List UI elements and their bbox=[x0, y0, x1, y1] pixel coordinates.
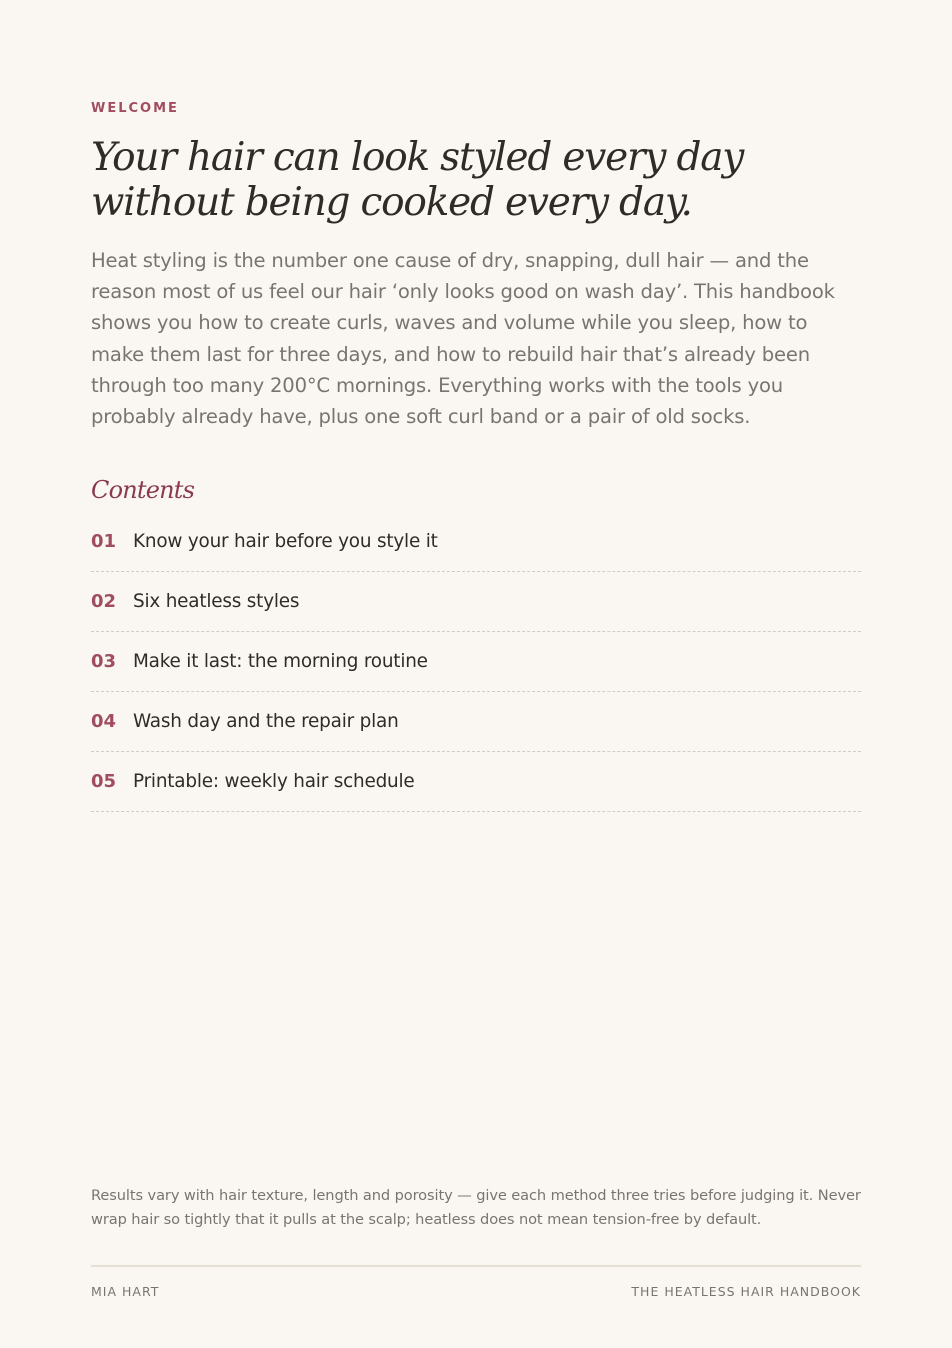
contents-heading: Contents bbox=[91, 476, 195, 504]
toc-item-05[interactable] bbox=[91, 752, 861, 812]
toc-title: Make it last: the morning routine bbox=[133, 651, 428, 672]
toc-title: Six heatless styles bbox=[133, 591, 300, 612]
table-of-contents bbox=[91, 512, 861, 812]
footer-book-title: THE HEATLESS HAIR HANDBOOK bbox=[631, 1284, 861, 1299]
section-eyebrow: WELCOME bbox=[91, 101, 179, 116]
footer-author: MIA HART bbox=[91, 1284, 160, 1299]
toc-title: Printable: weekly hair schedule bbox=[133, 771, 415, 792]
footer-divider bbox=[91, 1265, 861, 1267]
toc-item-01[interactable] bbox=[91, 512, 861, 572]
toc-number: 02 bbox=[91, 591, 117, 612]
page-title: Your hair can look styled every day without being cooked every day. bbox=[91, 135, 744, 225]
toc-title: Know your hair before you style it bbox=[133, 531, 438, 552]
toc-item-03[interactable] bbox=[91, 632, 861, 692]
toc-number: 03 bbox=[91, 651, 117, 672]
toc-item-02[interactable] bbox=[91, 572, 861, 632]
disclaimer-note: Results vary with hair texture, length and porosity — give each method three tries before judging it. Never wrap hair so tightly that it pulls at the scalp; heatless does not mean tension-free by default. bbox=[91, 1187, 861, 1228]
intro-paragraph: Heat styling is the number one cause of dry, snapping, dull hair — and the reason most of us feel our hair ‘only looks good on wash day’. This handbook shows you how to create curls, waves and volume while you sleep, how to make them last for three days, and how to rebuild hair that’s already been through too many 200°C mornings. Everything works with the tools you probably already have, plus one soft curl band or a pair of old socks. bbox=[91, 249, 835, 429]
toc-number: 01 bbox=[91, 531, 117, 552]
toc-title: Wash day and the repair plan bbox=[133, 711, 399, 732]
toc-number: 05 bbox=[91, 771, 117, 792]
page bbox=[91, 0, 861, 1348]
toc-number: 04 bbox=[91, 711, 117, 732]
toc-item-04[interactable] bbox=[91, 692, 861, 752]
